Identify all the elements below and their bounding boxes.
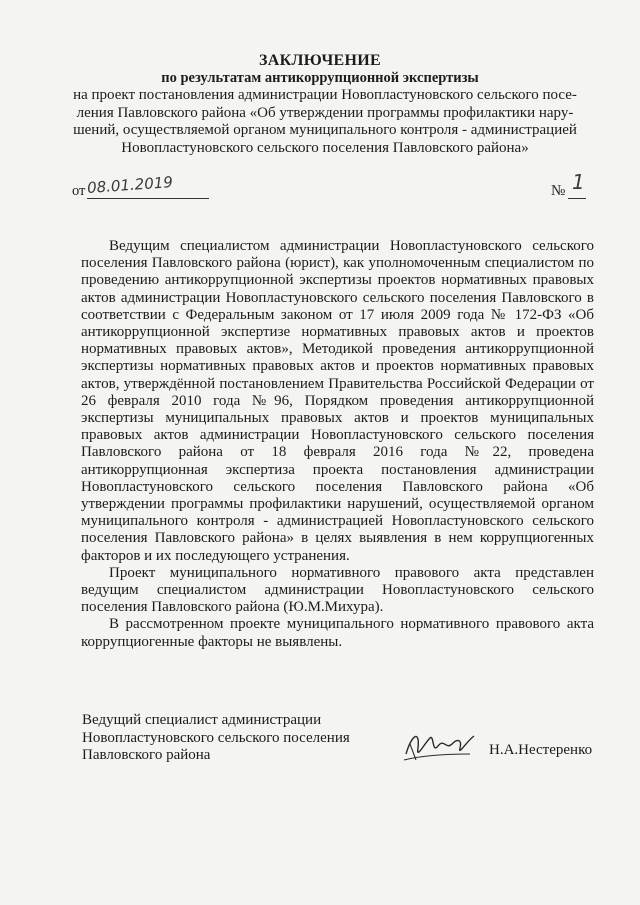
signatory-position xyxy=(82,712,350,765)
body-paragraph: Проект муниципального нормативного правового акта представлен ведущим специалистом администрации Новопластуновского сельского поселения Павловского района (Ю.М.Михура). xyxy=(81,564,594,616)
number-underline xyxy=(568,198,586,199)
date-underline xyxy=(87,198,209,199)
document-subtitle: по результатам антикоррупционной экспертизы xyxy=(161,70,479,86)
date-label: от xyxy=(72,183,86,199)
handwritten-signature xyxy=(400,724,480,775)
body-paragraph: Ведущим специалистом администрации Новопластуновского сельского поселения Павловского района (юрист), как уполномоченным специалистом по проведению антикоррупционной экспертизы проектов нормативных правовых актов администрации Новопластуновского сельского поселения Павловского в соответствии с Федеральным законом от 17 июля 2009 года № 172-ФЗ «Об антикоррупционной экспертизе нормативных правовых актов и проектов нормативных правовых актов», Методикой проведения антикоррупционной экспертизы нормативных правовых актов и проектов нормативных правовых актов, утверждённой постановлением Правительства Российской Федерации от 26 февраля 2010 года №96, Порядком проведения антикоррупционной экспертизы муниципальных правовых актов и проектов муниципальных правовых актов администрации Новопластуновского сельского поселения Павловского района от 18 февраля 2016 года №22, проведена антикоррупционная экспертиза проекта постановления администрации Новопластуновского сельского поселения Павловского района «Об утверждении программы профилактики нарушений, осуществляемой органом муниципального контроля - администрацией Новопластуновского сельского поселения Павловского района» в целях выявления в нем коррупциогенных факторов и их последующего устранения. xyxy=(81,238,594,564)
project-description xyxy=(60,87,590,157)
date-value: 08.01.2019 xyxy=(86,173,174,197)
signer-name: Н.А.Нестеренко xyxy=(489,742,593,758)
project-line: Новопластуновского сельского поселения Павловского района» xyxy=(121,139,529,156)
project-line: ления Павловского района «Об утверждении программы профилактики нару- xyxy=(76,104,574,121)
document-body xyxy=(81,238,594,651)
project-line: шений, осуществляемой органом муниципального контроля - администрацией xyxy=(73,122,577,138)
document-title: ЗАКЛЮЧЕНИЕ xyxy=(259,52,381,69)
number-label: № xyxy=(551,183,566,199)
project-line: на проект постановления администрации Новопластуновского сельского посе- xyxy=(73,87,577,103)
signatory-position-line: Ведущий специалист администрации xyxy=(82,712,322,728)
number-value: 1 xyxy=(572,170,585,194)
body-paragraph: В рассмотренном проекте муниципального нормативного правового акта коррупциогенные факторы не выявлены. xyxy=(81,616,594,650)
signatory-position-line: Новопластуновского сельского поселения xyxy=(82,729,350,746)
signatory-position-line: Павловского района xyxy=(82,747,211,763)
